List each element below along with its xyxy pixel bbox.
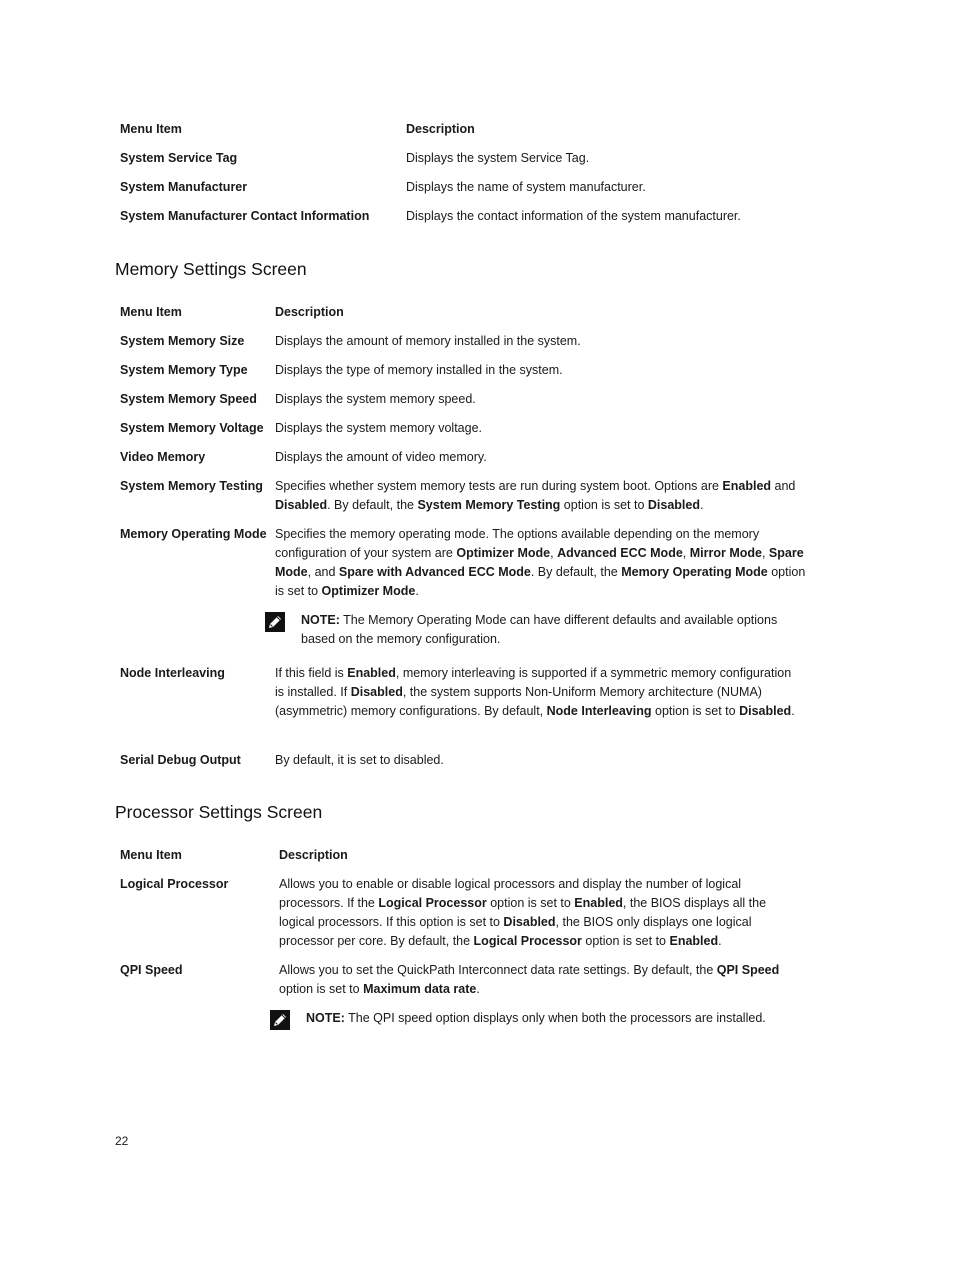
table-row — [115, 419, 815, 448]
row-description: By default, it is set to disabled. — [275, 753, 444, 767]
memory-settings-heading: Memory Settings Screen — [115, 259, 307, 279]
row-description: Displays the system memory speed. — [275, 392, 476, 406]
table-row — [115, 178, 815, 207]
row-label: System Memory Voltage — [120, 421, 264, 435]
table-row — [115, 332, 815, 361]
row-label: System Service Tag — [120, 151, 238, 165]
menu-item-header: Menu Item — [120, 122, 182, 136]
row-label: Memory Operating Mode — [120, 527, 267, 541]
note-pencil-icon — [270, 1010, 290, 1030]
row-description: Displays the system Service Tag. — [406, 151, 590, 165]
memory-settings-table — [115, 303, 815, 780]
table-header — [115, 846, 815, 875]
table-row — [115, 361, 815, 390]
menu-item-header: Menu Item — [120, 848, 182, 862]
row-description: Allows you to enable or disable logical processors and display the number of logical processors. If the Logical Processor option is set to Enabled, the BIOS displays all the logical processors. If this option is set to Disabled, the BIOS only displays one logical processor per core. By default, the Logical Processor option is set to Enabled. — [279, 877, 767, 948]
note-pencil-icon — [265, 612, 285, 632]
table-row — [115, 961, 815, 1051]
table-row — [115, 448, 815, 477]
table-row — [115, 875, 815, 961]
table-row — [115, 149, 815, 178]
processor-settings-table — [115, 846, 815, 1051]
table-row — [115, 477, 815, 525]
row-description: Displays the amount of memory installed in the system. — [275, 334, 581, 348]
table-row — [115, 664, 815, 751]
menu-item-header: Menu Item — [120, 305, 182, 319]
row-description: Displays the system memory voltage. — [275, 421, 483, 435]
row-description: If this field is Enabled, memory interleaving is supported if a symmetric memory configuration is installed. If Disabled, the system supports Non-Uniform Memory architecture (NUMA) (asymmetric) memory configurations. By default, Node Interleaving option is set to Disabled. — [275, 666, 795, 718]
row-description: Specifies the memory operating mode. The options available depending on the memory configuration of your system are Optimizer Mode, Advanced ECC Mode, Mirror Mode, Spare Mode, and Spare with Advanced ECC Mode. By default, the Memory Operating Mode option is set to Optimizer Mode. — [275, 527, 806, 598]
row-label: System Memory Speed — [120, 392, 257, 406]
row-label: Video Memory — [120, 450, 206, 464]
row-label: Serial Debug Output — [120, 753, 241, 767]
description-header: Description — [406, 122, 475, 136]
row-label: System Manufacturer — [120, 180, 248, 194]
table-row — [115, 390, 815, 419]
row-description: Specifies whether system memory tests are run during system boot. Options are Enabled and Disabled. By default, the System Memory Testing option is set to Disabled. — [275, 479, 796, 512]
table-row — [115, 751, 815, 780]
table-row — [115, 525, 815, 664]
processor-settings-heading: Processor Settings Screen — [115, 802, 323, 822]
row-label: QPI Speed — [120, 963, 183, 977]
row-label: System Memory Testing — [120, 479, 263, 493]
row-description: Allows you to set the QuickPath Interconnect data rate settings. By default, the QPI Speed option is set to Maximum data rate. — [279, 963, 780, 996]
row-label: Logical Processor — [120, 877, 229, 891]
note-text: NOTE: The Memory Operating Mode can have different defaults and available options based on the memory configuration. — [301, 613, 778, 646]
note-text: NOTE: The QPI speed option displays only when both the processors are installed. — [306, 1011, 766, 1025]
row-label: System Manufacturer Contact Information — [120, 209, 370, 223]
row-description: Displays the contact information of the system manufacturer. — [406, 209, 741, 223]
description-header: Description — [275, 305, 344, 319]
row-description: Displays the type of memory installed in the system. — [275, 363, 563, 377]
table-header — [115, 303, 815, 332]
row-description: Displays the amount of video memory. — [275, 450, 487, 464]
row-label: System Memory Size — [120, 334, 245, 348]
description-header: Description — [279, 848, 348, 862]
table-header — [115, 120, 815, 149]
page-number: 22 — [115, 1134, 129, 1148]
table-row — [115, 207, 815, 236]
row-label: System Memory Type — [120, 363, 248, 377]
row-label: Node Interleaving — [120, 666, 225, 680]
row-description: Displays the name of system manufacturer. — [406, 180, 646, 194]
system-info-table — [115, 120, 815, 236]
